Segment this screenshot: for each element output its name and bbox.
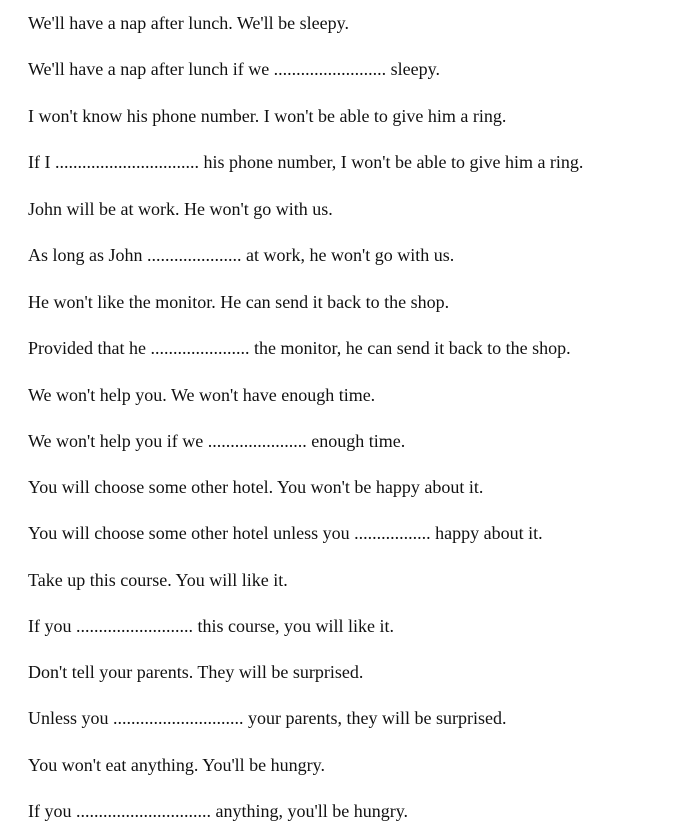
exercise-blank-sentence: We won't help you if we ...................... enough time. xyxy=(28,431,406,451)
exercise-sentence: You will choose some other hotel. You won't be happy about it. xyxy=(28,477,484,497)
exercise-blank-sentence: Unless you ............................. your parents, they will be surprised. xyxy=(28,708,507,728)
exercise-blank-sentence: We'll have a nap after lunch if we ......................... sleepy. xyxy=(28,59,440,79)
exercise-blank-sentence: You will choose some other hotel unless you ................. happy about it. xyxy=(28,523,543,543)
exercise-sentence: He won't like the monitor. He can send it back to the shop. xyxy=(28,292,450,312)
exercise-blank-sentence: As long as John ..................... at work, he won't go with us. xyxy=(28,245,455,265)
exercise-sentence: Take up this course. You will like it. xyxy=(28,570,288,590)
exercise-blank-sentence: If I ................................ his phone number, I won't be able to give him a ring. xyxy=(28,152,584,172)
exercise-sentence: You won't eat anything. You'll be hungry. xyxy=(28,755,325,775)
exercise-sentence: John will be at work. He won't go with us. xyxy=(28,199,333,219)
exercise-sentence: We won't help you. We won't have enough time. xyxy=(28,385,376,405)
exercise-sentence: Don't tell your parents. They will be surprised. xyxy=(28,662,364,682)
exercise-sentence: I won't know his phone number. I won't be able to give him a ring. xyxy=(28,106,507,126)
exercise-sentence: We'll have a nap after lunch. We'll be sleepy. xyxy=(28,13,349,33)
exercise-blank-sentence: Provided that he ...................... the monitor, he can send it back to the shop. xyxy=(28,338,571,358)
exercise-blank-sentence: If you .......................... this course, you will like it. xyxy=(28,616,394,636)
exercise-blank-sentence: If you .............................. anything, you'll be hungry. xyxy=(28,801,409,821)
